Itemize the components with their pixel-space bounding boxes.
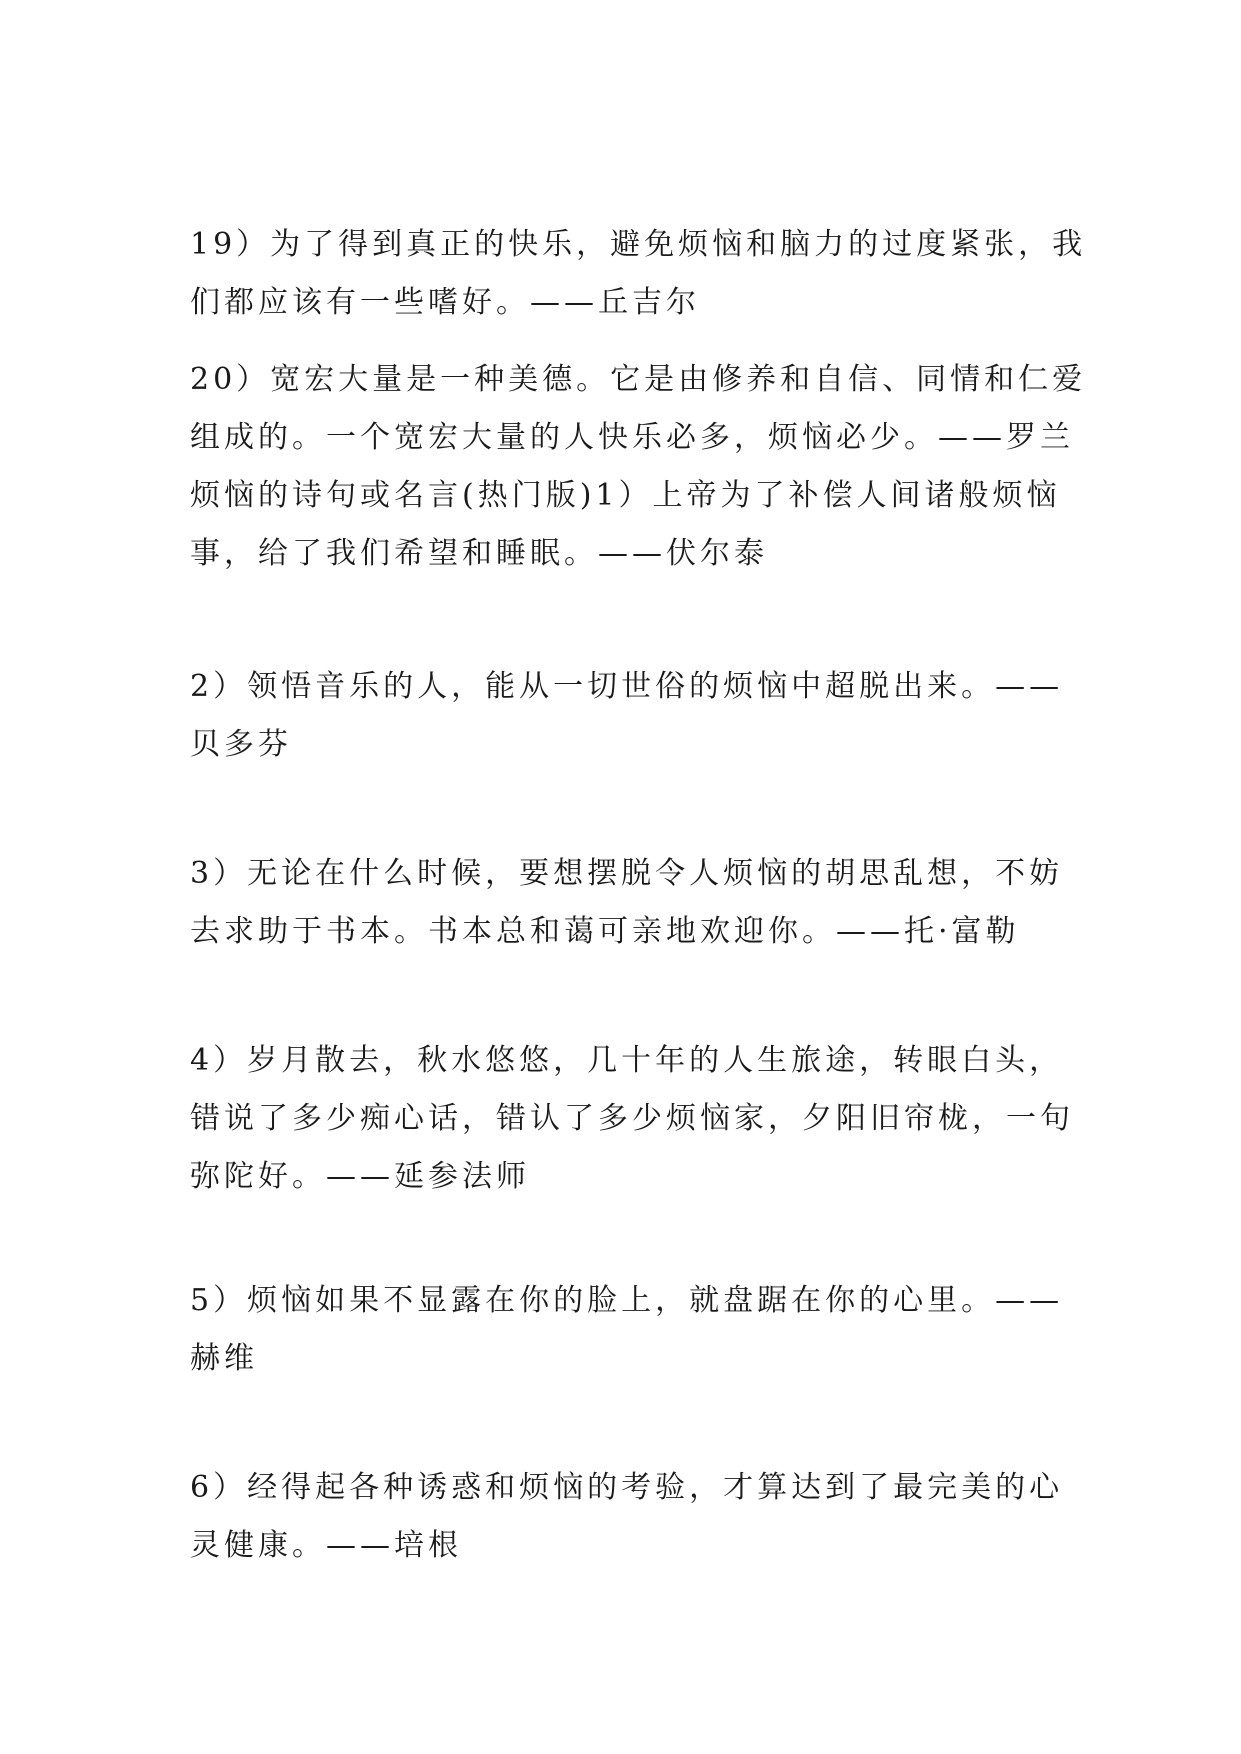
text-line: 4）岁月散去，秋水悠悠，几十年的人生旅途，转眼白头， [190, 1043, 1064, 1078]
text-line: 组成的。一个宽宏大量的人快乐必多，烦恼必少。——罗兰 [190, 420, 1074, 455]
quote-paragraph-20 [190, 351, 1087, 583]
quote-paragraph-3 [190, 845, 1070, 961]
text-line: 烦恼的诗句或名言(热门版)1）上帝为了补偿人间诸般烦恼 [190, 478, 1061, 513]
text-line: 赫维 [190, 1341, 258, 1376]
text-line: 去求助于书本。书本总和蔼可亲地欢迎你。——托·富勒 [190, 914, 1020, 949]
quote-paragraph-4 [190, 1032, 1074, 1206]
text-line: 20）宽宏大量是一种美德。它是由修养和自信、同情和仁爱 [190, 362, 1087, 397]
text-line: 19）为了得到真正的快乐，避免烦恼和脑力的过度紧张，我 [190, 227, 1087, 262]
quote-paragraph-5 [190, 1272, 1070, 1388]
quote-paragraph-2 [190, 658, 1070, 774]
text-line: 弥陀好。——延参法师 [190, 1159, 530, 1194]
quote-paragraph-6 [190, 1459, 1070, 1575]
text-line: 们都应该有一些嗜好。——丘吉尔 [190, 285, 700, 320]
text-line: 2）领悟音乐的人，能从一切世俗的烦恼中超脱出来。—— [190, 669, 1064, 704]
text-line: 错说了多少痴心话，错认了多少烦恼家，夕阳旧帘栊，一句 [190, 1101, 1074, 1136]
quote-paragraph-19 [190, 216, 1087, 332]
text-line: 5）烦恼如果不显露在你的脸上，就盘踞在你的心里。—— [190, 1283, 1064, 1318]
text-line: 灵健康。——培根 [190, 1528, 462, 1563]
text-line: 事，给了我们希望和睡眠。——伏尔泰 [190, 536, 768, 571]
text-line: 贝多芬 [190, 727, 292, 762]
text-line: 3）无论在什么时候，要想摆脱令人烦恼的胡思乱想，不妨 [190, 856, 1064, 891]
text-line: 6）经得起各种诱惑和烦恼的考验，才算达到了最完美的心 [190, 1470, 1064, 1505]
